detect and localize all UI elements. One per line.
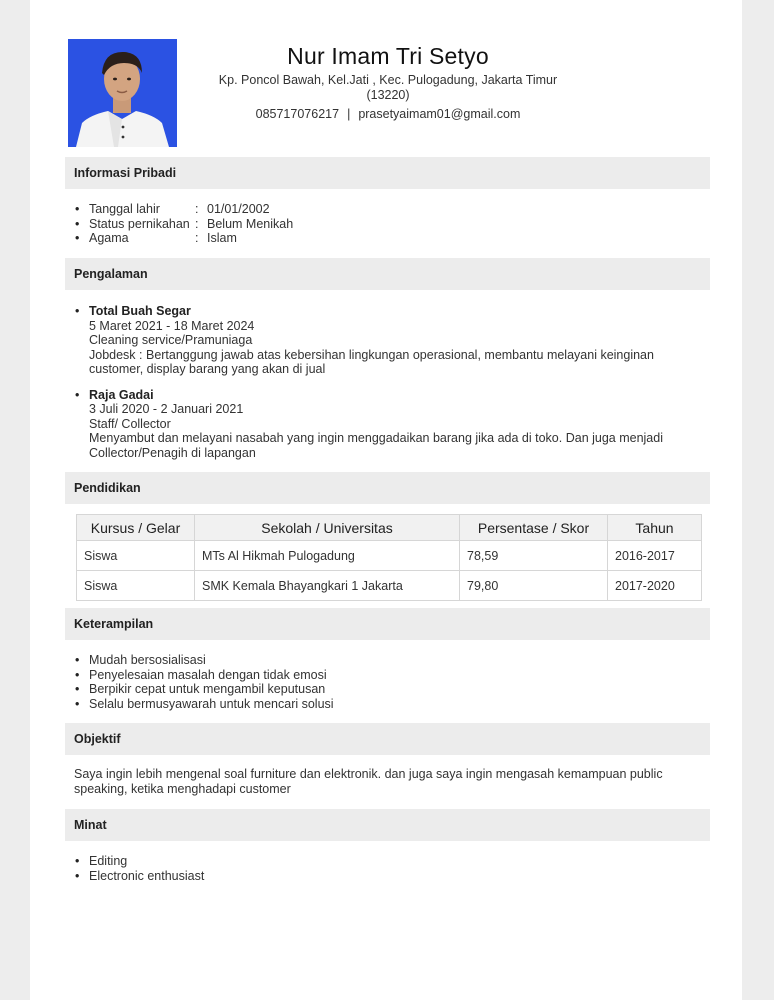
experience-company: • Raja Gadai (89, 387, 154, 402)
experience-description: Menyambut dan melayani nasabah yang ingin menggadaikan barang jika ada di toko. Dan juga menjadi Collector/Penagih di lapangan (89, 431, 663, 460)
personal-label: • Tanggal lahir (89, 202, 160, 216)
experience-description: Jobdesk : Bertanggung jawab atas kebersihan lingkungan operasional, membantu melayani keinginan customer, display barang yang akan di jual (89, 347, 654, 376)
column-header-score: Persentase / Skor (460, 515, 608, 541)
column-header-school: Sekolah / Universitas (195, 515, 460, 541)
interests-list (74, 854, 704, 883)
section-heading-objective: Objektif (65, 723, 710, 755)
section-heading-education: Pendidikan (65, 472, 710, 504)
column-header-degree: Kursus / Gelar (77, 515, 195, 541)
column-header-year: Tahun (608, 515, 702, 541)
experience-list (74, 304, 704, 471)
personal-item (74, 231, 704, 246)
section-heading-interests: Minat (65, 809, 710, 841)
personal-value: Islam (207, 231, 237, 245)
personal-item (74, 217, 704, 232)
resume-header (68, 38, 708, 150)
table-cell: 2017-2020 (608, 571, 702, 601)
list-item: • Mudah bersosialisasi (74, 653, 704, 668)
contact-line (178, 106, 598, 122)
personal-value: Belum Menikah (207, 216, 294, 231)
personal-colon: : (195, 216, 199, 231)
list-item: • Selalu bermusyawarah untuk mencari solusi (74, 697, 704, 712)
section-heading-skills: Keterampilan (65, 608, 710, 640)
experience-role: Cleaning service/Pramuniaga (89, 333, 253, 347)
contact-separator: | (347, 107, 351, 121)
full-name: Nur Imam Tri Setyo (287, 43, 489, 69)
personal-item (74, 202, 704, 217)
address-line: Kp. Poncol Bawah, Kel.Jati , Kec. Pulogadung, Jakarta Timur (218, 73, 558, 87)
table-cell: MTs Al Hikmah Pulogadung (195, 541, 460, 571)
section-heading-experience: Pengalaman (65, 258, 710, 290)
personal-colon: : (195, 202, 199, 216)
skills-list (74, 653, 704, 711)
phone-number: 085717076217 (255, 107, 340, 121)
personal-label: • Status pernikahan (89, 216, 190, 231)
experience-period: 3 Juli 2020 - 2 Januari 2021 (89, 402, 244, 416)
personal-value: 01/01/2002 (207, 202, 270, 216)
experience-period: 5 Maret 2021 - 18 Maret 2024 (89, 318, 255, 333)
experience-item (74, 388, 704, 461)
list-item: • Electronic enthusiast (74, 869, 704, 884)
profile-photo (68, 39, 177, 147)
section-heading-personal: Informasi Pribadi (65, 157, 710, 189)
list-item: • Editing (74, 854, 704, 869)
education-table (76, 514, 702, 601)
experience-company: • Total Buah Segar (89, 304, 191, 318)
education-header-row (77, 515, 702, 541)
personal-info-list (74, 202, 704, 246)
experience-item (74, 304, 704, 377)
list-item: • Penyelesaian masalah dengan tidak emosi (74, 668, 704, 683)
objective-text: Saya ingin lebih mengenal soal furniture dan elektronik. dan juga saya ingin mengasah kemampuan public speaking, ketika menghadapi customer (74, 767, 663, 796)
postal-code: (13220) (366, 88, 410, 102)
table-row (77, 571, 702, 601)
experience-role: Staff/ Collector (89, 416, 171, 431)
email-address[interactable]: prasetyaimam01@gmail.com (358, 107, 521, 121)
resume-page (30, 0, 742, 1000)
table-cell: 79,80 (460, 571, 608, 601)
header-text (178, 38, 598, 122)
list-item: • Berpikir cepat untuk mengambil keputusan (74, 682, 704, 697)
table-cell: Siswa (77, 571, 195, 601)
table-cell: SMK Kemala Bhayangkari 1 Jakarta (195, 571, 460, 601)
table-cell: Siswa (77, 541, 195, 571)
table-cell: 78,59 (460, 541, 608, 571)
personal-label: • Agama (89, 231, 129, 245)
table-cell: 2016-2017 (608, 541, 702, 571)
table-row (77, 541, 702, 571)
personal-colon: : (195, 231, 199, 245)
